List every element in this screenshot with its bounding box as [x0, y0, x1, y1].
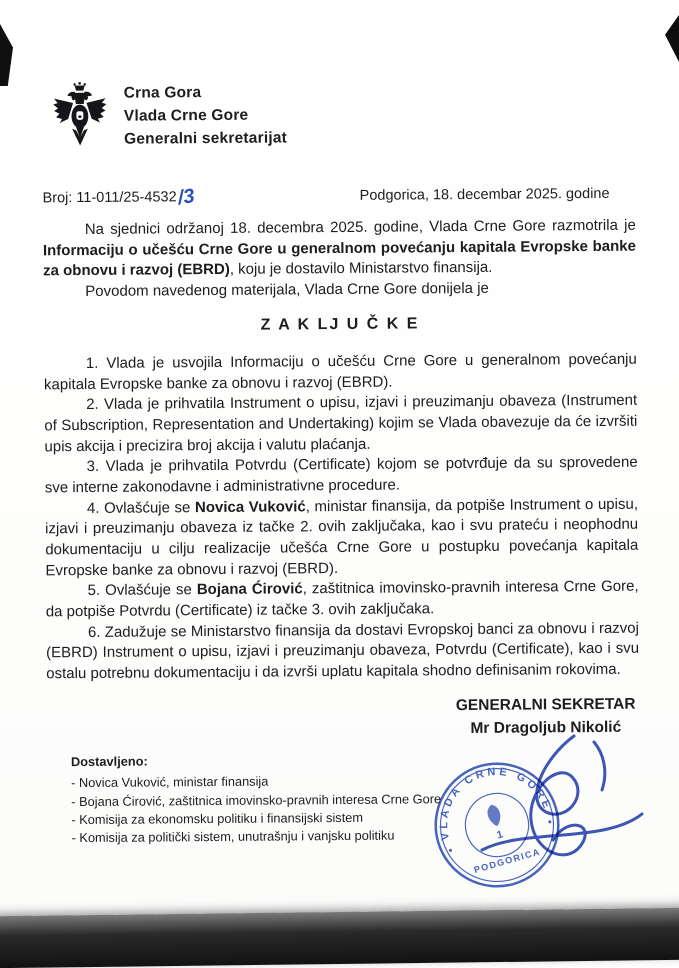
distribution-item: - Bojana Ćirović, zaštitnica imovinsko-pravnih interesa Crne Gore	[71, 789, 491, 810]
conclusion-item	[46, 618, 639, 685]
stamp-number: 1	[495, 828, 504, 841]
lead-paragraph: Povodom navedenog materijala, Vlada Crne Gore donijela je	[43, 278, 636, 303]
conclusion-bold: Bojana Ćirović	[197, 581, 303, 599]
letterhead	[52, 76, 636, 162]
letterhead-secretariat: Generalni sekretarijat	[124, 126, 287, 150]
meta-row	[42, 181, 635, 209]
distribution-item: - Novica Vuković, ministar finansija	[71, 771, 491, 792]
intro-paragraph	[43, 216, 636, 283]
stamp-bottom-text: PODGORICA	[473, 846, 542, 875]
conclusion-item	[45, 453, 638, 499]
conclusion-text: 1. Vlada je usvojila Informaciju o učešću Crne Gore u generalnom povećanju kapitala Evropske banke za obnovu i razvoj (EBRD).	[44, 350, 637, 392]
document-number	[42, 184, 194, 208]
signature-scribble-icon	[452, 720, 657, 895]
conclusion-text: 4. Ovlašćuje se	[87, 499, 195, 517]
letterhead-text	[124, 78, 287, 150]
conclusion-item	[46, 577, 639, 623]
distribution-item: - Komisija za politički sistem, unutrašnju i vanjsku politiku	[71, 826, 491, 847]
conclusion-text: 6. Zadužuje se Ministarstvo finansija da dostavi Evropskoj banci za obnovu i razvoj (EBRD) Instrument o upisu, izjavi i preuzimanju obaveza, Potvrdu (Certificate), kao i svu ostalu potrebnu dokumentaciju i da izvrši uplatu kapitala shodno definisanim rokovima.	[46, 619, 639, 682]
distribution-label: Dostavljeno:	[71, 750, 491, 771]
intro-text-end: , koju je dostavilo Ministarstvo finansija.	[230, 259, 493, 278]
place-date: Podgorica, 18. decembar 2025. godine	[360, 186, 610, 204]
intro-text: Na sjednici održanoj 18. decembra 2025. godine, Vlada Crne Gore razmotrila je	[85, 217, 636, 238]
letterhead-government: Vlada Crne Gore	[124, 103, 287, 127]
document-number-handwritten: /3	[176, 185, 196, 210]
document-number-printed: Broj: 11-011/25-4532	[42, 189, 176, 206]
conclusion-text-end: , ministar finansija, da potpiše Instrument o upisu, izjavi i preuzimanju obaveza iz tačke 2. ovih zaključaka, kao i svu prateću i neophodnu dokumentaciju u cilju realizacije učešća Crne Gore u postupku povećanja kapitala Evropske banke za obnovu i razvoj (EBRD).	[45, 495, 638, 579]
conclusion-text: 3. Vlada je prihvatila Potvrdu (Certificate) kojom se potvrđuje da su sprovedene sve interne zakonodavne i administrativne procedure.	[45, 454, 638, 496]
secretary-name: Mr Dragoljub Nikolić	[456, 716, 636, 741]
conclusion-item	[44, 391, 637, 458]
conclusion-text: 5. Ovlašćuje se	[88, 582, 197, 600]
scan-artifact-bottom-band	[0, 908, 679, 968]
stamp-arc-text: VLADA CRNE GORE	[424, 752, 554, 842]
intro-bold-title: Informaciju o učešću Crne Gore u generalnom povećanju kapitala Evropske banke za obnovu i razvoj (EBRD)	[43, 237, 636, 279]
conclusions-heading: Z A K LJ U Č K E	[43, 311, 636, 338]
coat-of-arms-icon	[52, 80, 109, 161]
conclusion-item	[44, 349, 637, 395]
conclusion-text: 2. Vlada je prihvatila Instrument o upisu, izjavi i preuzimanju obaveza (Instrument of Subscription, Representation and Undertaking) kojim se Vlada obavezuje da će izvršiti upis akcija i precizira broj akcija i valutu plaćanja.	[44, 392, 637, 455]
secretary-title: GENERALNI SEKRETAR	[456, 693, 636, 718]
conclusion-bold: Novica Vuković	[195, 498, 306, 516]
conclusion-item	[45, 494, 639, 581]
conclusion-text-end: , zaštitnica imovinsko-pravnih interesa Crne Gore, da potpiše Potvrdu (Certificate) iz tačke 3. ovih zaključaka.	[46, 578, 639, 620]
distribution-item: - Komisija za ekonomsku politiku i finansijski sistem	[71, 808, 491, 829]
letterhead-country: Crna Gora	[124, 80, 287, 104]
